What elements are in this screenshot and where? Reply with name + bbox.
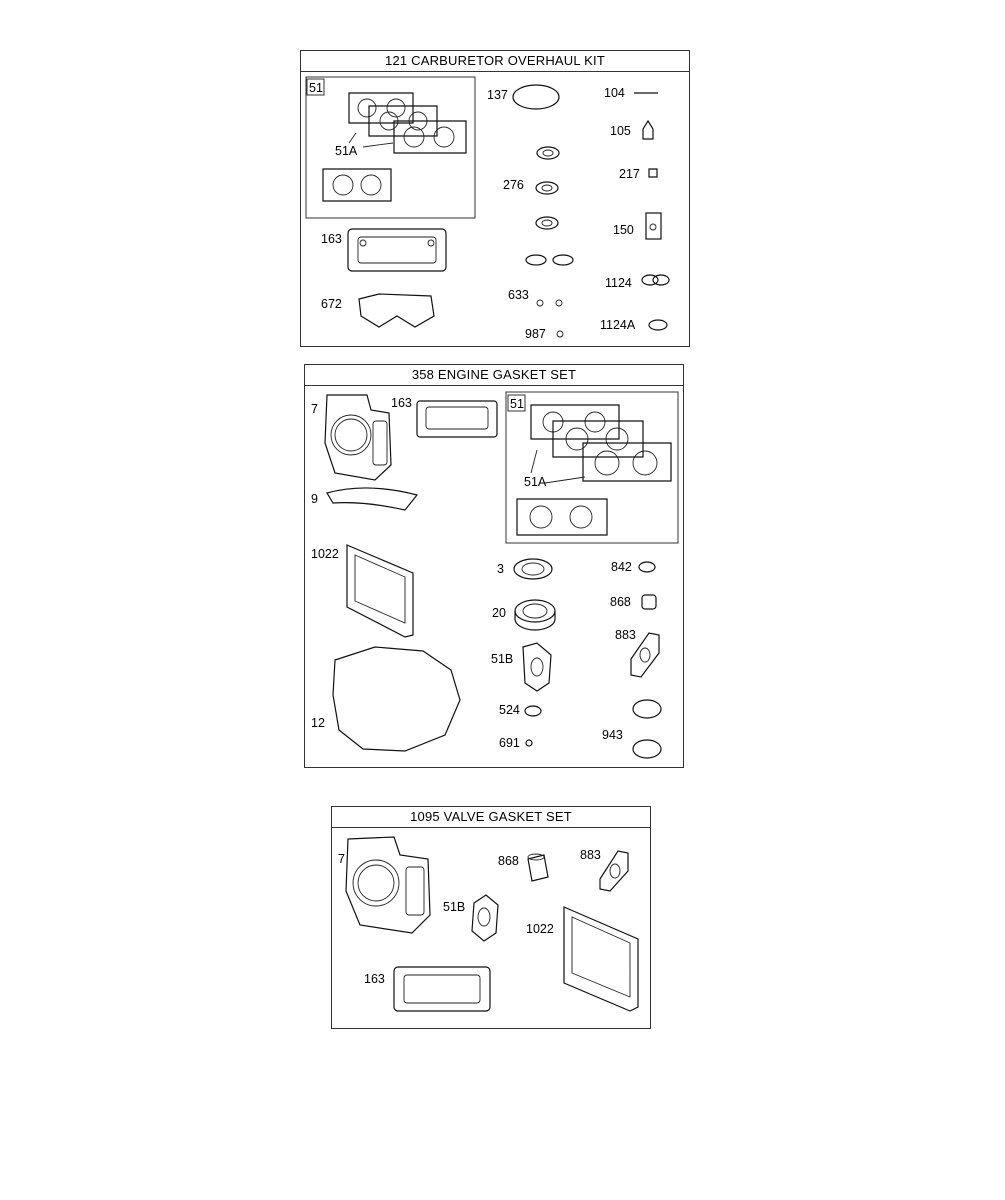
bowl-gasket-1124-drawing — [642, 275, 669, 285]
part-label-868: 868 — [498, 854, 519, 868]
oil-seal-20-drawing — [515, 600, 555, 630]
part-label-217: 217 — [619, 167, 640, 181]
part-label-7: 7 — [338, 852, 345, 866]
valve-gasket-set-panel — [331, 806, 651, 1029]
kit-title: 1095 VALVE GASKET SET — [332, 807, 650, 828]
seal-3-drawing — [514, 559, 552, 579]
part-label-691: 691 — [499, 736, 520, 750]
ring-691-drawing — [526, 740, 532, 746]
plate-150-drawing — [646, 213, 661, 239]
cover-gasket-1022-drawing — [564, 907, 638, 1011]
seal-868-drawing — [642, 595, 656, 609]
seal-868-drawing — [528, 854, 548, 881]
part-label-51b: 51B — [491, 652, 514, 666]
part-label-1022: 1022 — [526, 922, 554, 936]
part-label-842: 842 — [611, 560, 632, 574]
ring-524-drawing — [525, 706, 541, 716]
kit-title: 121 CARBURETOR OVERHAUL KIT — [301, 51, 689, 72]
carburetor-kit-diagram — [301, 51, 691, 348]
gasket-163-drawing — [417, 401, 497, 437]
part-label-9: 9 — [311, 492, 318, 506]
part-label-163: 163 — [391, 396, 412, 410]
part-label-1022: 1022 — [311, 547, 339, 561]
part-label-672: 672 — [321, 297, 342, 311]
part-label-883: 883 — [615, 628, 636, 642]
part-label-883: 883 — [580, 848, 601, 862]
valve-kit-diagram — [332, 807, 652, 1030]
part-label-51: 51 — [510, 397, 524, 411]
oring-943-drawing — [633, 740, 661, 758]
crankcase-gasket-12-drawing — [333, 647, 460, 751]
cover-gasket-1022-drawing — [347, 545, 413, 637]
part-label-104: 104 — [604, 86, 625, 100]
head-gasket-7-drawing — [325, 395, 391, 480]
gasket-883-drawing — [600, 851, 628, 891]
kit-title: 358 ENGINE GASKET SET — [305, 365, 683, 386]
engine-gasket-set-panel — [304, 364, 684, 768]
part-label-987: 987 — [525, 327, 546, 341]
carburetor-overhaul-kit-panel — [300, 50, 690, 347]
needle-105-drawing — [643, 121, 653, 139]
valve-217-drawing — [649, 169, 657, 177]
part-label-163: 163 — [321, 232, 342, 246]
part-label-1124: 1124 — [605, 276, 632, 290]
gasket-672-drawing — [359, 294, 434, 327]
gasket-163-drawing — [348, 229, 446, 271]
part-label-150: 150 — [613, 223, 634, 237]
part-label-3: 3 — [497, 562, 504, 576]
part-label-633: 633 — [508, 288, 529, 302]
part-label-163: 163 — [364, 972, 385, 986]
part-label-105: 105 — [610, 124, 631, 138]
part-label-1124a: 1124A — [600, 318, 636, 332]
carburetor-gasket-drawing — [517, 405, 671, 535]
gasket-51b-drawing — [472, 895, 498, 941]
oring-137-drawing — [513, 85, 559, 109]
part-label-276: 276 — [503, 178, 524, 192]
head-gasket-7-drawing — [346, 837, 430, 933]
part-label-524: 524 — [499, 703, 520, 717]
seal-rings-drawing — [526, 147, 573, 337]
part-label-51b: 51B — [443, 900, 466, 914]
engine-kit-diagram — [305, 365, 685, 769]
part-label-51: 51 — [309, 81, 323, 95]
part-label-7: 7 — [311, 402, 318, 416]
gasket-163-drawing — [394, 967, 490, 1011]
part-label-51a: 51A — [335, 144, 358, 158]
oring-upper-drawing — [633, 700, 661, 718]
part-51-group-box — [506, 392, 678, 543]
ring-842-drawing — [639, 562, 655, 572]
part-label-51a: 51A — [524, 475, 547, 489]
ring-1124a-drawing — [649, 320, 667, 330]
gasket-9-drawing — [327, 488, 417, 510]
part-label-943: 943 — [602, 728, 623, 742]
part-label-137: 137 — [487, 88, 508, 102]
part-label-20: 20 — [492, 606, 506, 620]
part-label-868: 868 — [610, 595, 631, 609]
part-label-12: 12 — [311, 716, 325, 730]
gasket-51b-drawing — [523, 643, 551, 691]
